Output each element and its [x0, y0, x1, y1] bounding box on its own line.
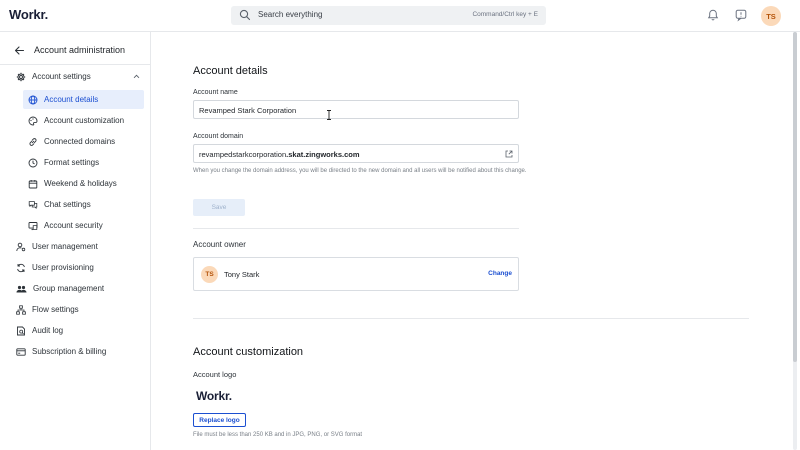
search-icon [239, 9, 251, 21]
sidebar-item-label: Flow settings [32, 305, 79, 314]
app-logo[interactable]: Workr. [9, 7, 49, 22]
search-shortcut-hint: Command/Ctrl key + E [472, 11, 538, 18]
sidebar-item-label: Account customization [44, 116, 125, 125]
arrow-left-icon[interactable] [14, 45, 25, 56]
billing-icon [16, 347, 26, 357]
account-logo-label: Account logo [193, 370, 237, 379]
sidebar-item-flow-settings[interactable] [16, 300, 79, 319]
back-to-admin[interactable] [14, 42, 125, 58]
domain-help-text: When you change the domain address, you will be directed to the new domain and all users will be notified about this change. [193, 168, 527, 174]
section-divider [193, 318, 749, 319]
search-placeholder: Search everything [258, 10, 323, 19]
scrollbar-thumb[interactable] [793, 32, 797, 362]
sync-icon [16, 263, 26, 273]
sidebar-item-user-management[interactable] [16, 237, 98, 256]
user-gear-icon [16, 242, 26, 252]
account-domain-value [199, 150, 360, 159]
account-logo-preview: Workr. [196, 389, 232, 403]
text-cursor-icon [326, 110, 332, 120]
sidebar-item-label: Account details [44, 95, 99, 104]
gear-icon [16, 72, 26, 82]
sidebar-item-label: Chat settings [44, 200, 91, 209]
section-divider [193, 228, 519, 229]
owner-avatar: TS [201, 266, 218, 283]
sidebar-divider [0, 64, 150, 65]
user-avatar[interactable]: TS [761, 6, 781, 26]
sidebar-item-label: Weekend & holidays [44, 179, 117, 188]
sidebar-item-weekend-holidays[interactable] [28, 174, 117, 193]
calendar-icon [28, 179, 38, 189]
sidebar-item-chat-settings[interactable] [28, 195, 91, 214]
sidebar-item-label: User provisioning [32, 263, 94, 272]
audit-icon [16, 326, 26, 336]
account-domain-input[interactable] [193, 144, 519, 163]
sidebar-title: Account administration [34, 45, 126, 55]
account-name-input[interactable] [193, 100, 519, 119]
sidebar-item-label: Audit log [32, 326, 64, 335]
sidebar-item-user-provisioning[interactable] [16, 258, 94, 277]
sidebar-item-account-security[interactable] [28, 216, 103, 235]
account-domain-label: Account domain [193, 133, 244, 140]
link-icon [28, 137, 38, 147]
account-owner-card [193, 257, 519, 291]
main-content [151, 32, 800, 450]
chat-icon [28, 200, 38, 210]
account-customization-heading: Account customization [193, 346, 304, 358]
sidebar [0, 32, 151, 450]
top-bar [0, 0, 800, 32]
save-button[interactable]: Save [193, 199, 245, 216]
sidebar-item-label: Connected domains [44, 137, 116, 146]
domain-suffix: .skat.zingworks.com [286, 150, 360, 159]
account-details-heading: Account details [193, 65, 268, 77]
sidebar-item-group-management[interactable] [16, 279, 104, 298]
sidebar-item-audit-log[interactable] [16, 321, 63, 340]
account-name-value: Revamped Stark Corporation [199, 106, 297, 115]
sidebar-item-label: Subscription & billing [32, 347, 107, 356]
sidebar-item-label: Format settings [44, 158, 100, 167]
global-search[interactable] [231, 6, 546, 25]
sidebar-item-subscription-billing[interactable] [16, 342, 106, 361]
group-icon [16, 284, 27, 294]
chevron-up-icon[interactable] [133, 73, 140, 80]
sidebar-item-label: User management [32, 242, 98, 251]
owner-name: Tony Stark [224, 270, 260, 279]
sidebar-item-format-settings[interactable] [28, 153, 99, 172]
change-owner-link[interactable]: Change [488, 270, 512, 277]
external-link-icon[interactable] [505, 150, 513, 158]
sidebar-group-label: Account settings [32, 72, 91, 81]
clock-icon [28, 158, 38, 168]
sidebar-item-connected-domains[interactable] [28, 132, 115, 151]
sidebar-item-account-details[interactable] [23, 90, 144, 109]
flow-icon [16, 305, 26, 315]
sidebar-group-account-settings[interactable] [16, 67, 142, 86]
sidebar-item-label: Account security [44, 221, 103, 230]
palette-icon [28, 116, 38, 126]
sidebar-item-account-customization[interactable] [28, 111, 124, 130]
sidebar-item-label: Group management [33, 284, 105, 293]
shield-icon [28, 221, 38, 231]
help-chat-icon[interactable] [734, 8, 748, 22]
replace-logo-button[interactable]: Replace logo [193, 413, 246, 427]
globe-icon [28, 95, 38, 105]
account-name-label: Account name [193, 89, 238, 96]
bell-icon[interactable] [706, 8, 720, 22]
logo-file-note: File must be less than 250 KB and in JPG, PNG, or SVG format [193, 432, 363, 438]
account-owner-heading: Account owner [193, 240, 246, 249]
domain-prefix: revampedstarkcorporation [199, 150, 287, 159]
